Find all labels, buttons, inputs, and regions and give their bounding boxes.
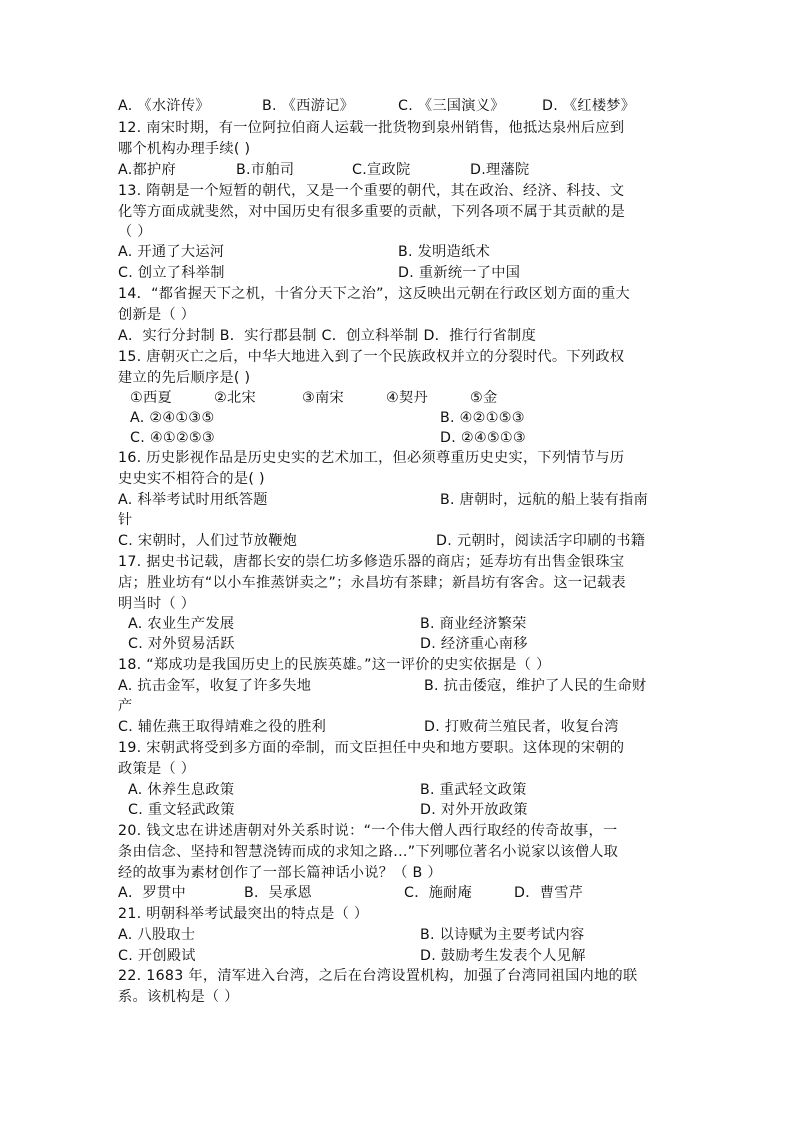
q17-option-b: B. 商业经济繁荣: [420, 616, 527, 632]
q12-option-d: D.理藩院: [470, 162, 530, 178]
q13-option-d: D. 重新统一了中国: [398, 265, 521, 281]
q16-option-b: B. 唐朝时，远航的船上装有指南: [440, 492, 648, 508]
q19-option-c: C. 重文轻武政策: [128, 802, 235, 818]
q15-stem-line-2: 建立的先后顺序是( ): [118, 370, 251, 386]
q18-option-b-wrap: 产: [118, 698, 133, 714]
q21-stem-line-1: 21. 明朝科举考试最突出的特点是（ ）: [118, 906, 369, 922]
q17-option-d: D. 经济重心南移: [420, 636, 528, 652]
q16-option-d: D. 元朝时，阅读活字印刷的书籍: [436, 533, 646, 549]
q17-option-c: C. 对外贸易活跃: [128, 636, 235, 652]
q15-item-5: ⑤金: [470, 390, 498, 406]
q13-stem-line-1: 13. 隋朝是一个短暂的朝代，又是一个重要的朝代，其在政治、经济、科技、文: [118, 183, 625, 199]
q13-stem-line-2: 化等方面成就斐然，对中国历史有很多重要的贡献，下列各项不属于其贡献的是: [118, 204, 626, 220]
q20-option-d: D．曹雪芹: [514, 885, 584, 901]
q21-option-b: B. 以诗赋为主要考试内容: [420, 927, 585, 943]
q16-stem-line-2: 史史实不相符合的是( ): [118, 471, 265, 487]
q19-stem-line-1: 19. 宋朝武将受到多方面的牵制，而文臣担任中央和地方要职。这体现的宋朝的: [118, 740, 625, 756]
q18-stem-line-1: 18. “郑成功是我国历史上的民族英雄。”这一评价的史实依据是（ ）: [118, 657, 551, 673]
q15-option-a: A. ②④①③⑤: [130, 410, 215, 426]
q12-option-b: B.市舶司: [236, 162, 295, 178]
q20-option-b: B．吴承恩: [244, 885, 312, 901]
q14-stem-line-1: 14．“都省握天下之机，十省分天下之治”，这反映出元朝在行政区划方面的重大: [118, 286, 631, 302]
q16-stem-line-1: 16. 历史影视作品是历史史实的艺术加工，但必须尊重历史史实，下列情节与历: [118, 450, 625, 466]
q14-stem-line-2: 创新是（ ）: [118, 307, 196, 323]
q20-option-c: C．施耐庵: [404, 885, 473, 901]
q15-item-4: ④契丹: [386, 390, 428, 406]
q13-option-c: C. 创立了科举制: [118, 265, 225, 281]
q18-option-a: A. 抗击金军，收复了许多失地: [118, 678, 312, 694]
q15-item-1: ①西夏: [130, 390, 172, 406]
q11-option-b: B. 《西游记》: [262, 98, 355, 114]
q21-option-c: C. 开创殿试: [118, 948, 196, 964]
q15-item-2: ②北宋: [214, 390, 256, 406]
q19-option-a: A. 休养生息政策: [128, 782, 235, 798]
q12-stem-line-2: 哪个机构办理手续( ): [118, 141, 251, 157]
q20-stem-line-3: 经的故事为素材创作了一部长篇神话小说？（ B ）: [118, 865, 442, 881]
q15-option-b: B. ④②①⑤③: [440, 410, 525, 426]
q15-option-c: C. ④①②⑤③: [130, 430, 215, 446]
q19-option-b: B. 重武轻文政策: [420, 782, 527, 798]
q18-option-d: D. 打败荷兰殖民者，收复台湾: [424, 719, 619, 735]
q22-stem-line-2: 系。该机构是（ ）: [118, 989, 239, 1005]
q11-option-c: C. 《三国演义》: [398, 98, 505, 114]
q12-option-c: C.宣政院: [352, 162, 411, 178]
q17-stem-line-3: 明当时（ ）: [118, 596, 196, 612]
q18-option-b: B. 抗击倭寇，维护了人民的生命财: [424, 678, 647, 694]
q21-option-a: A. 八股取士: [118, 927, 196, 943]
q17-option-a: A. 农业生产发展: [128, 616, 235, 632]
q19-option-d: D. 对外开放政策: [420, 802, 528, 818]
q21-option-d: D. 鼓励考生发表个人见解: [420, 948, 586, 964]
q16-option-b-wrap: 针: [118, 512, 133, 528]
q11-option-a: A. 《水浒传》: [118, 98, 210, 114]
q15-stem-line-1: 15. 唐朝灭亡之后，中华大地进入到了一个民族政权并立的分裂时代。下列政权: [118, 349, 625, 365]
q16-option-c: C. 宋朝时，人们过节放鞭炮: [118, 533, 298, 549]
q16-option-a: A. 科举考试时用纸答题: [118, 492, 268, 508]
q11-option-d: D. 《红楼梦》: [542, 98, 636, 114]
q14-options: A．实行分封制 B．实行郡县制 C．创立科举制 D．推行行省制度: [118, 328, 537, 344]
q22-stem-line-1: 22. 1683 年，清军进入台湾，之后在台湾设置机构，加强了台湾同祖国内地的联: [118, 968, 638, 984]
q13-option-a: A. 开通了大运河: [118, 244, 225, 260]
q20-stem-line-2: 条由信念、坚持和智慧浇铸而成的求知之路...”下列哪位著名小说家以该僧人取: [118, 844, 619, 860]
q12-option-a: A.都护府: [118, 162, 177, 178]
q15-option-d: D. ②④⑤①③: [440, 430, 526, 446]
q20-option-a: A．罗贯中: [118, 885, 186, 901]
q13-stem-line-3: （ ）: [118, 224, 152, 240]
q19-stem-line-2: 政策是（ ）: [118, 761, 196, 777]
q17-stem-line-2: 店；胜业坊有“以小车推蒸饼卖之”；永昌坊有茶肆；新昌坊有客舍。这一记载表: [118, 575, 626, 591]
q15-item-3: ③南宋: [302, 390, 344, 406]
q18-option-c: C. 辅佐燕王取得靖难之役的胜利: [118, 719, 327, 735]
q13-option-b: B. 发明造纸术: [398, 244, 491, 260]
q20-stem-line-1: 20. 钱文忠在讲述唐朝对外关系时说：“一个伟大僧人西行取经的传奇故事，一: [118, 823, 618, 839]
q17-stem-line-1: 17. 据史书记载，唐都长安的崇仁坊多修造乐器的商店；延寿坊有出售金银珠宝: [118, 554, 625, 570]
q12-stem-line-1: 12. 南宋时期，有一位阿拉伯商人运载一批货物到泉州销售，他抵达泉州后应到: [118, 120, 625, 136]
